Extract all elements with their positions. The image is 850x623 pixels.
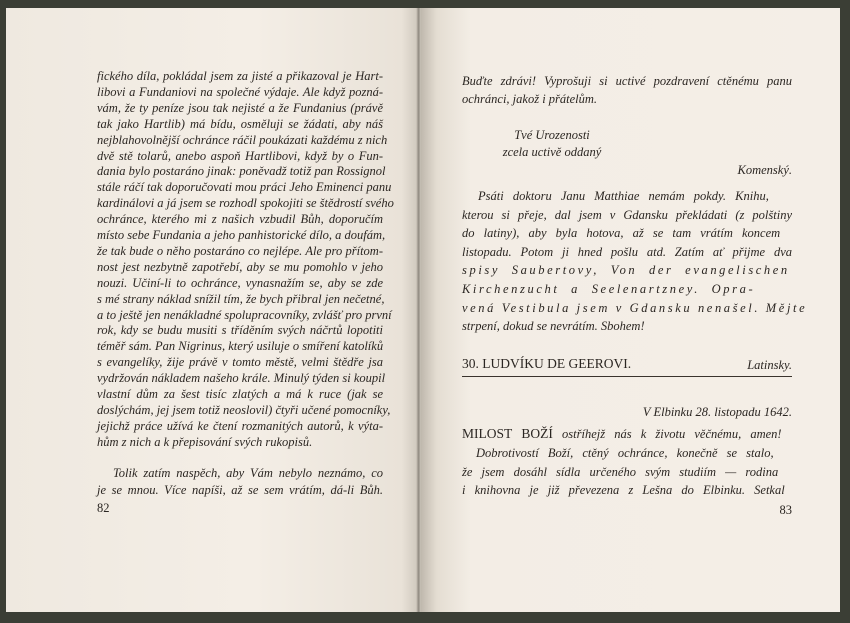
page-number: 83 (779, 503, 792, 517)
postscript-line: listopadu. Potom ji hned pošlu atd. Zatím ať přijme dva (462, 244, 792, 259)
text-line: téměř sám. Pan Nigrinus, který usiluje o smíření katolíků (97, 339, 384, 354)
text-line: že tak bude o něho postaráno co nejlépe. Ale pro přítom- (97, 243, 383, 258)
postscript-line: kterou si přeje, dal jsem v Gdansku překládati (z polštiny (462, 207, 792, 222)
page-number: 82 (97, 501, 110, 515)
text-line: fického díla, pokládal jsem za jisté a přikazoval je Hart- (97, 69, 383, 83)
text-line: doslýchám, jej jsem totiž neoslovil) čtyři učené pomocníky, (97, 402, 391, 417)
text-line: ochránci, jakož i přátelům. (462, 92, 598, 106)
opening-line (462, 427, 782, 441)
salutation-line: Tvé Urozenosti (514, 128, 590, 142)
closing-line: Tolik zatím naspěch, aby Vám nebylo neznámo, co (113, 466, 383, 480)
text-line: hům z nich a k přepisování svých rukopisů. (97, 434, 313, 449)
text-line: ochránce, kterého mi z našich vzbudil Bůh, doporučím (97, 212, 383, 227)
salutation-line: zcela uctivě oddaný (502, 145, 602, 159)
letter-heading: 30. LUDVÍKU DE GEEROVI. (462, 356, 632, 371)
opening-caps: MILOST BOŽÍ (462, 426, 553, 441)
postscript-line: Psáti doktoru Janu Matthiae nemám pokdy. Knihu, (478, 189, 769, 203)
text-line: vám, že ty peníze jsou tak nejisté a že Fundanius (právě (97, 100, 383, 115)
dateline: V Elbinku 28. listopadu 1642. (642, 405, 792, 419)
text-line: stále ráčí tak doporučovati mou práci Jeho Eminenci panu (97, 180, 392, 195)
text-line: tak jako Hartlib) má bídu, osměluji se žádati, aby náš (97, 116, 383, 131)
opening-rest: ostříhejž nás k životu věčnému, amen! (562, 427, 782, 441)
letter-language: Latinsky. (747, 358, 792, 372)
text-line: s evangelíky, žije právě v tomto městě, velmi štědře jsa (97, 355, 383, 370)
text-line: dania bylo postaráno jinak: poněvadž totiž pan Rossignol (97, 164, 386, 179)
heading-rule (462, 376, 792, 377)
postscript-line: Kirchenzucht a Seelenartzney. Opra- (462, 282, 756, 296)
text-line: nost jest nezbytně zapotřebí, aby se mu pomohlo v jeho (97, 259, 383, 274)
text-line: Buďte zdrávi! Vyprošuji si uctivé pozdravení ctěnému panu (462, 74, 792, 88)
text-line: dvě stě tolarů, anebo aspoň Hartlibovi, když by o Fun- (97, 148, 383, 163)
text-line: nejblahovolnější ochránce ráčil poukázati každému z nich (97, 132, 388, 147)
signature: Komenský. (737, 163, 792, 177)
text-line: libovi a Fundaniovi na společné výdaje. Ale když pozná- (97, 84, 383, 99)
body-line: Dobrotivostí Boží, ctěný ochránce, konečně se stalo, (476, 446, 774, 460)
postscript-line: vená Vestibula jsem v Gdansku nenašel. Mějte (462, 300, 808, 315)
body-line: i knihovna je již převezena z Lešna do Elbinku. Setkal (462, 483, 785, 498)
text-line: rok, kdy se budu musiti s tříděním svých náčrtů lopotiti (97, 323, 383, 338)
text-line: vydržován nákladem našeho krále. Minulý týden si koupil (97, 371, 386, 386)
text-line: jejichž práce užívá ke čtení rozmanitých autorů, k výta- (97, 418, 383, 433)
text-line: nouzi. Učiní-li to ochránce, vynasnažím se, aby se zde (97, 275, 383, 290)
text-line: kardinálovi a já jsem se rozhodl spokojiti se štědrostí svého (97, 196, 394, 211)
postscript-line: spisy Saubertovy, Von der evangelischen (462, 263, 790, 278)
text-line: a to ještě jen nenákladné spolupracovníky, zvlášť pro první (97, 307, 392, 322)
book-gutter (416, 8, 421, 612)
body-line: že jsem dosáhl sídla určeného svým studiím — rodina (462, 464, 779, 479)
text-line: vlastní dům za šest tisíc zlatých a má k ruce (jak se (97, 387, 383, 401)
text-line: s mé strany náklad snížil tím, že bych přibral jen nečetné, (97, 291, 385, 306)
postscript-line: strpení, dokud se nevrátím. Sbohem! (462, 319, 645, 334)
postscript-line: do latiny), aby byla hotova, až se tam vrátím koncem (462, 226, 781, 241)
closing-line: je se mnou. Více napíši, až se sem vrátím, dá-li Bůh. (97, 483, 383, 497)
text-line: místo sebe Fundania a jeho panhistorické dílo, a doufám, (97, 228, 386, 242)
